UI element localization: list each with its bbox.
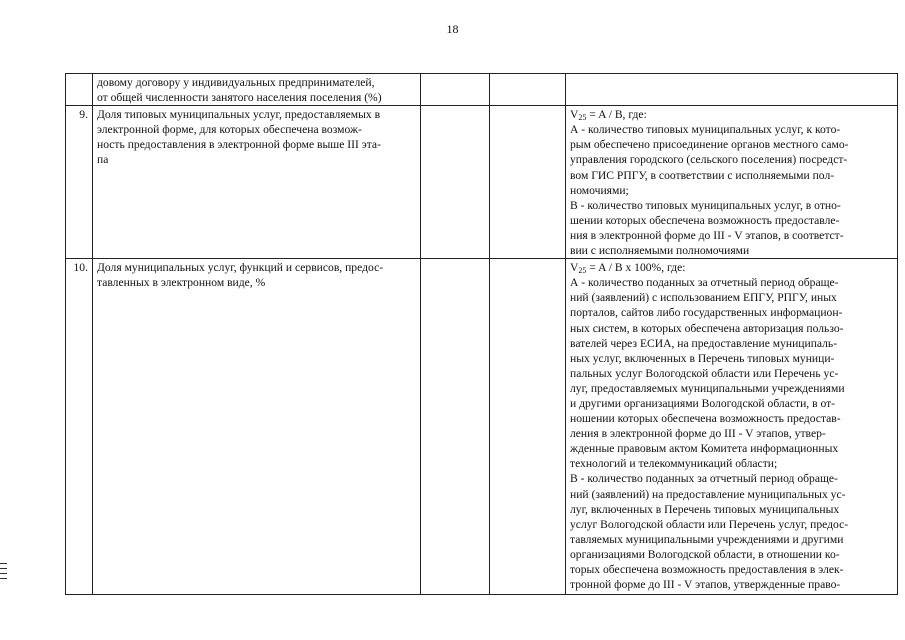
text-line: рым обеспечено присоединение органов местного само- — [570, 138, 849, 152]
text-line: А - количество типовых муниципальных услуг, к кото- — [570, 123, 841, 137]
formula-line: $V_{25} = A / B$ x 100%, где: — [570, 261, 686, 276]
margin-mark — [0, 568, 7, 569]
indicator-name — [93, 74, 421, 106]
table-row — [66, 106, 898, 259]
text-line: ношении которых обеспечена возможность предостав- — [570, 412, 841, 426]
text-line: Доля типовых муниципальных услуг, предоставляемых в — [97, 108, 381, 122]
text-line: вии с исполняемыми полномочиями — [570, 244, 750, 258]
table-row — [66, 74, 898, 106]
text-line: А - количество поданных за отчетный период обраще- — [570, 276, 839, 290]
page-number: 18 — [446, 22, 459, 36]
indicator-name — [93, 259, 421, 595]
empty-cell — [421, 106, 490, 259]
text-line: Доля муниципальных услуг, функций и сервисов, предос- — [97, 261, 384, 275]
text-line: управления городского (сельского поселения) посредст- — [570, 153, 848, 167]
text-line: ных услуг, включенных в Перечень типовых муници- — [570, 351, 835, 365]
text-line: ний (заявлений) на предоставление муниципальных ус- — [570, 487, 846, 501]
margin-mark — [0, 573, 7, 574]
text-line: ления в электронной форме до III - V этапов, утвер- — [570, 427, 826, 441]
text-line: ния в электронной форме до III - V этапов, в соответст- — [570, 228, 844, 242]
text-line: пальных услуг Вологодской области или Перечень ус- — [570, 366, 839, 380]
row-number — [66, 74, 93, 106]
row-number: 9. — [66, 106, 93, 259]
indicators-table — [65, 73, 898, 595]
text-line: жденные правовым актом Комитета информационных — [570, 442, 839, 456]
text-line: технологий и телекоммуникаций области; — [570, 457, 778, 471]
empty-cell — [421, 74, 490, 106]
text-line: тронной форме до III - V этапов, утвержденные право- — [570, 578, 841, 592]
empty-cell — [490, 74, 566, 106]
margin-mark — [0, 578, 7, 579]
text-line: тавленных в электронном виде, % — [97, 276, 266, 290]
margin-marks — [0, 563, 7, 583]
empty-cell — [421, 259, 490, 595]
calculation-method — [566, 74, 898, 106]
text-line: ний (заявлений) с использованием ЕПГУ, РПГУ, иных — [570, 291, 837, 305]
text-line: порталов, сайтов либо государственных информацион- — [570, 306, 843, 320]
text-line: и другими организациями Вологодской области, в от- — [570, 396, 836, 410]
text-line: шении которых обеспечена возможность предоставле- — [570, 213, 840, 227]
text-line: номочиями; — [570, 183, 629, 197]
text-line: ных систем, в которых обеспечена авторизация пользо- — [570, 321, 844, 335]
text-line: организациями Вологодской области, в отношении ко- — [570, 547, 840, 561]
text-line: торых обеспечена возможность предоставления в элек- — [570, 563, 844, 576]
text-line: электронной форме, для которых обеспечена возмож- — [97, 123, 362, 137]
text-line: вом ГИС РПГУ, в соответствии с исполняемыми пол- — [570, 168, 835, 182]
table-row — [66, 259, 898, 595]
calculation-method — [566, 106, 898, 259]
row-number: 10. — [66, 259, 93, 595]
empty-cell — [490, 259, 566, 595]
text-line: па — [97, 153, 109, 167]
text-line: луг, предоставляемых муниципальными учреждениями — [570, 381, 845, 395]
calculation-method — [566, 259, 898, 595]
text-line: В - количество типовых муниципальных услуг, в отно- — [570, 198, 841, 212]
indicator-name — [93, 106, 421, 259]
text-line: ность предоставления в электронной форме выше III эта- — [97, 138, 381, 152]
text-line: В - количество поданных за отчетный период обраще- — [570, 472, 838, 486]
text-line: тавляемых муниципальными учреждениями и другими — [570, 532, 844, 546]
formula-line: $V_{25} = A / B$, где: — [570, 108, 647, 123]
text-line: вателей через ЕСИА, на предоставление муниципаль- — [570, 336, 838, 350]
margin-mark — [0, 563, 7, 564]
empty-cell — [490, 106, 566, 259]
text-line: услуг Вологодской области или Перечень услуг, предос- — [570, 517, 849, 531]
text-line: от общей численности занятого населения поселения (%) — [97, 91, 382, 105]
text-line: луг, включенных в Перечень типовых муниципальных — [570, 502, 840, 516]
text-line: довому договору у индивидуальных предпринимателей, — [97, 76, 375, 89]
